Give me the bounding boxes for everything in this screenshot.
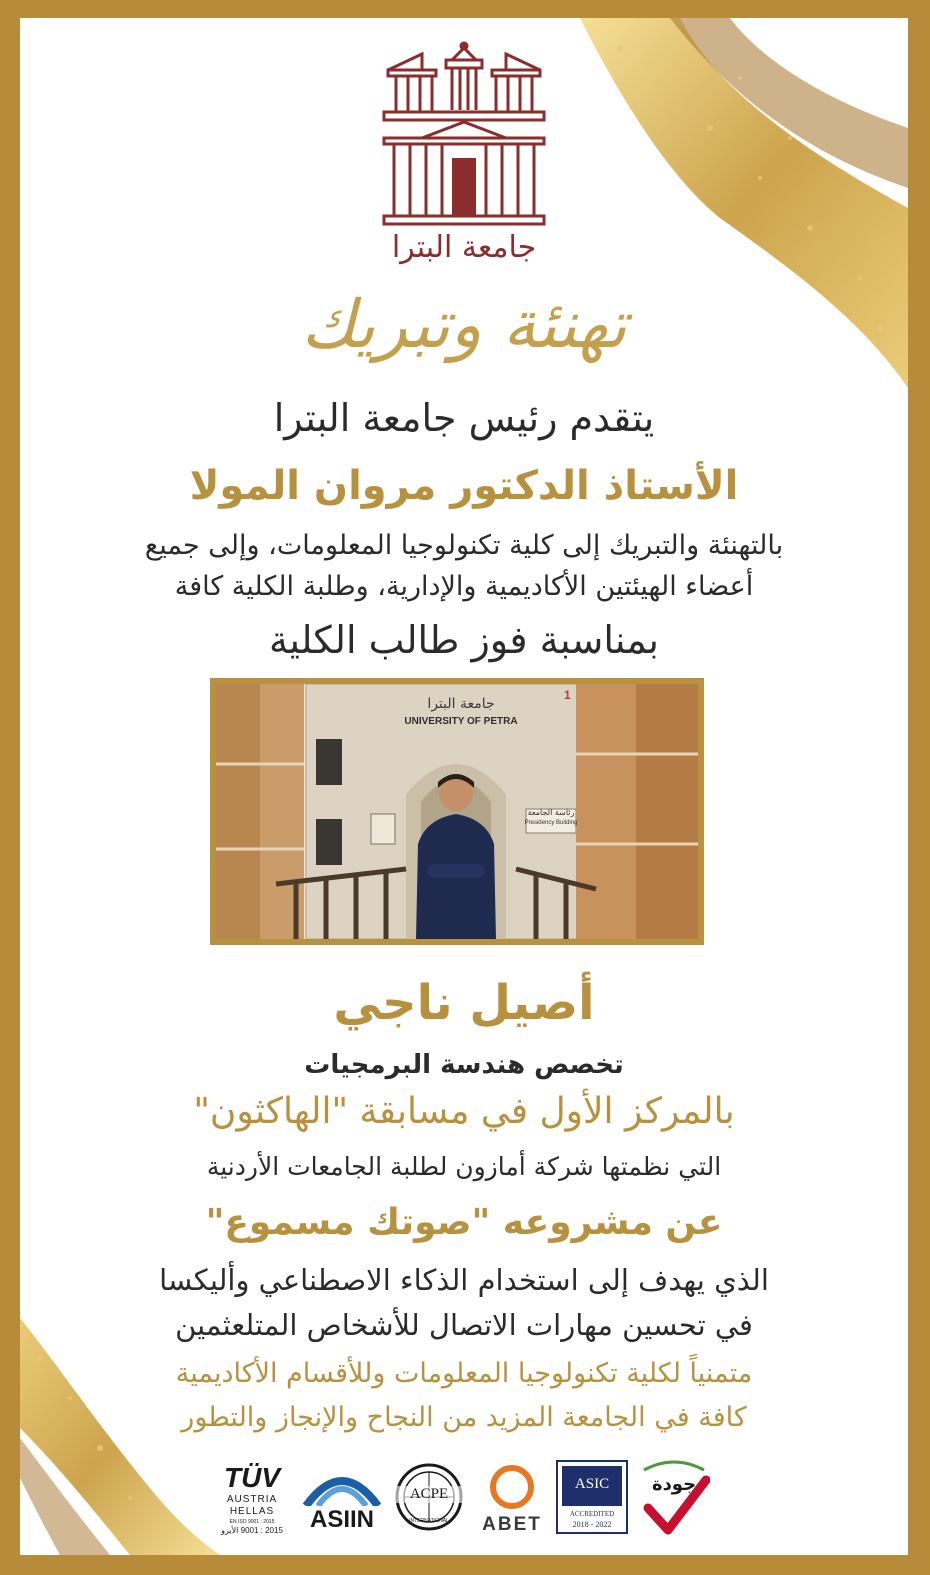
accreditation-abet (474, 1458, 550, 1538)
project-description-line-2: في تحسين مهارات الاتصال للأشخاص المتلعثمين (175, 1308, 753, 1342)
asiin-arch-icon (300, 1462, 384, 1506)
asic-badge (556, 1460, 628, 1534)
asic-sub-label: ACCREDITED (569, 1510, 615, 1518)
tuv-line-1: AUSTRIA (226, 1494, 278, 1505)
president-name: الأستاذ الدكتور مروان المولا (189, 463, 739, 509)
sign-number: 1 (564, 688, 571, 702)
sign-english: UNIVERSITY OF PETRA (404, 716, 518, 727)
student-photo (216, 684, 698, 939)
quality-label: جودة (651, 1474, 697, 1495)
tuv-title: TÜV (224, 1462, 280, 1493)
accreditation-quality (638, 1458, 710, 1538)
abet-ring-icon (487, 1462, 537, 1512)
occasion-line: بمناسبة فوز طالب الكلية (269, 618, 659, 662)
student-major: تخصص هندسة البرمجيات (304, 1050, 624, 1080)
presenter-line: يتقدم رئيس جامعة البترا (273, 396, 655, 440)
award-place: بالمركز الأول في مسابقة "الهاكثون" (193, 1091, 735, 1132)
acpe-label: ACPE (392, 1486, 466, 1503)
accreditation-asiin (300, 1458, 384, 1538)
student-photo-frame (210, 678, 704, 945)
project-title: عن مشروعه "صوتك مسموع" (205, 1202, 723, 1243)
congrats-to-line-2: أعضاء الهيئتين الأكاديمية والإدارية، وطلبة الكلية كافة (174, 571, 754, 602)
abet-label: ABET (482, 1514, 542, 1535)
treasury-icon (382, 40, 546, 230)
quality-check-icon (638, 1460, 710, 1536)
content-area (20, 18, 908, 1555)
asiin-label: ASIIN (309, 1506, 374, 1533)
university-logo (382, 40, 546, 230)
accreditation-tuv (216, 1458, 288, 1538)
wishes-line-1: متمنياً لكلية تكنولوجيا المعلومات وللأقسام الأكاديمية (175, 1358, 753, 1389)
accreditation-acpe (392, 1458, 466, 1538)
tuv-line-2: HELLAS (229, 1506, 275, 1517)
tuv-line-3: EN ISO 9001 : 2015 (229, 1519, 275, 1525)
sign-arabic: جامعة البترا (427, 696, 495, 712)
project-description-line-1: الذي يهدف إلى استخدام الذكاء الاصطناعي وأليكسا (159, 1263, 769, 1297)
asic-years: 2018 - 2022 (572, 1520, 612, 1529)
congrats-heading: تهنئة وتبريك (301, 286, 627, 363)
building-sign-arabic: رئاسة الجامعة (527, 808, 575, 817)
acpe-sub-label: INTERNATIONAL (409, 1518, 449, 1524)
accreditation-asic (556, 1458, 630, 1538)
congrats-to-line-1: بالتهنئة والتبريك إلى كلية تكنولوجيا المعلومات، وإلى جميع (144, 530, 784, 561)
university-name: جامعة البترا (391, 230, 537, 265)
tuv-line-4: 2015 : 9001 الأيزو (221, 1526, 283, 1535)
competition-organizer: التي نظمتها شركة أمازون لطلبة الجامعات الأردنية (206, 1152, 722, 1181)
building-sign-english: Presidency Building (524, 820, 578, 826)
student-name: أصيل ناجي (333, 975, 595, 1031)
wishes-line-2: كافة في الجامعة المزيد من النجاح والإنجاز والتطور (181, 1402, 747, 1433)
asic-label: ASIC (574, 1476, 610, 1492)
